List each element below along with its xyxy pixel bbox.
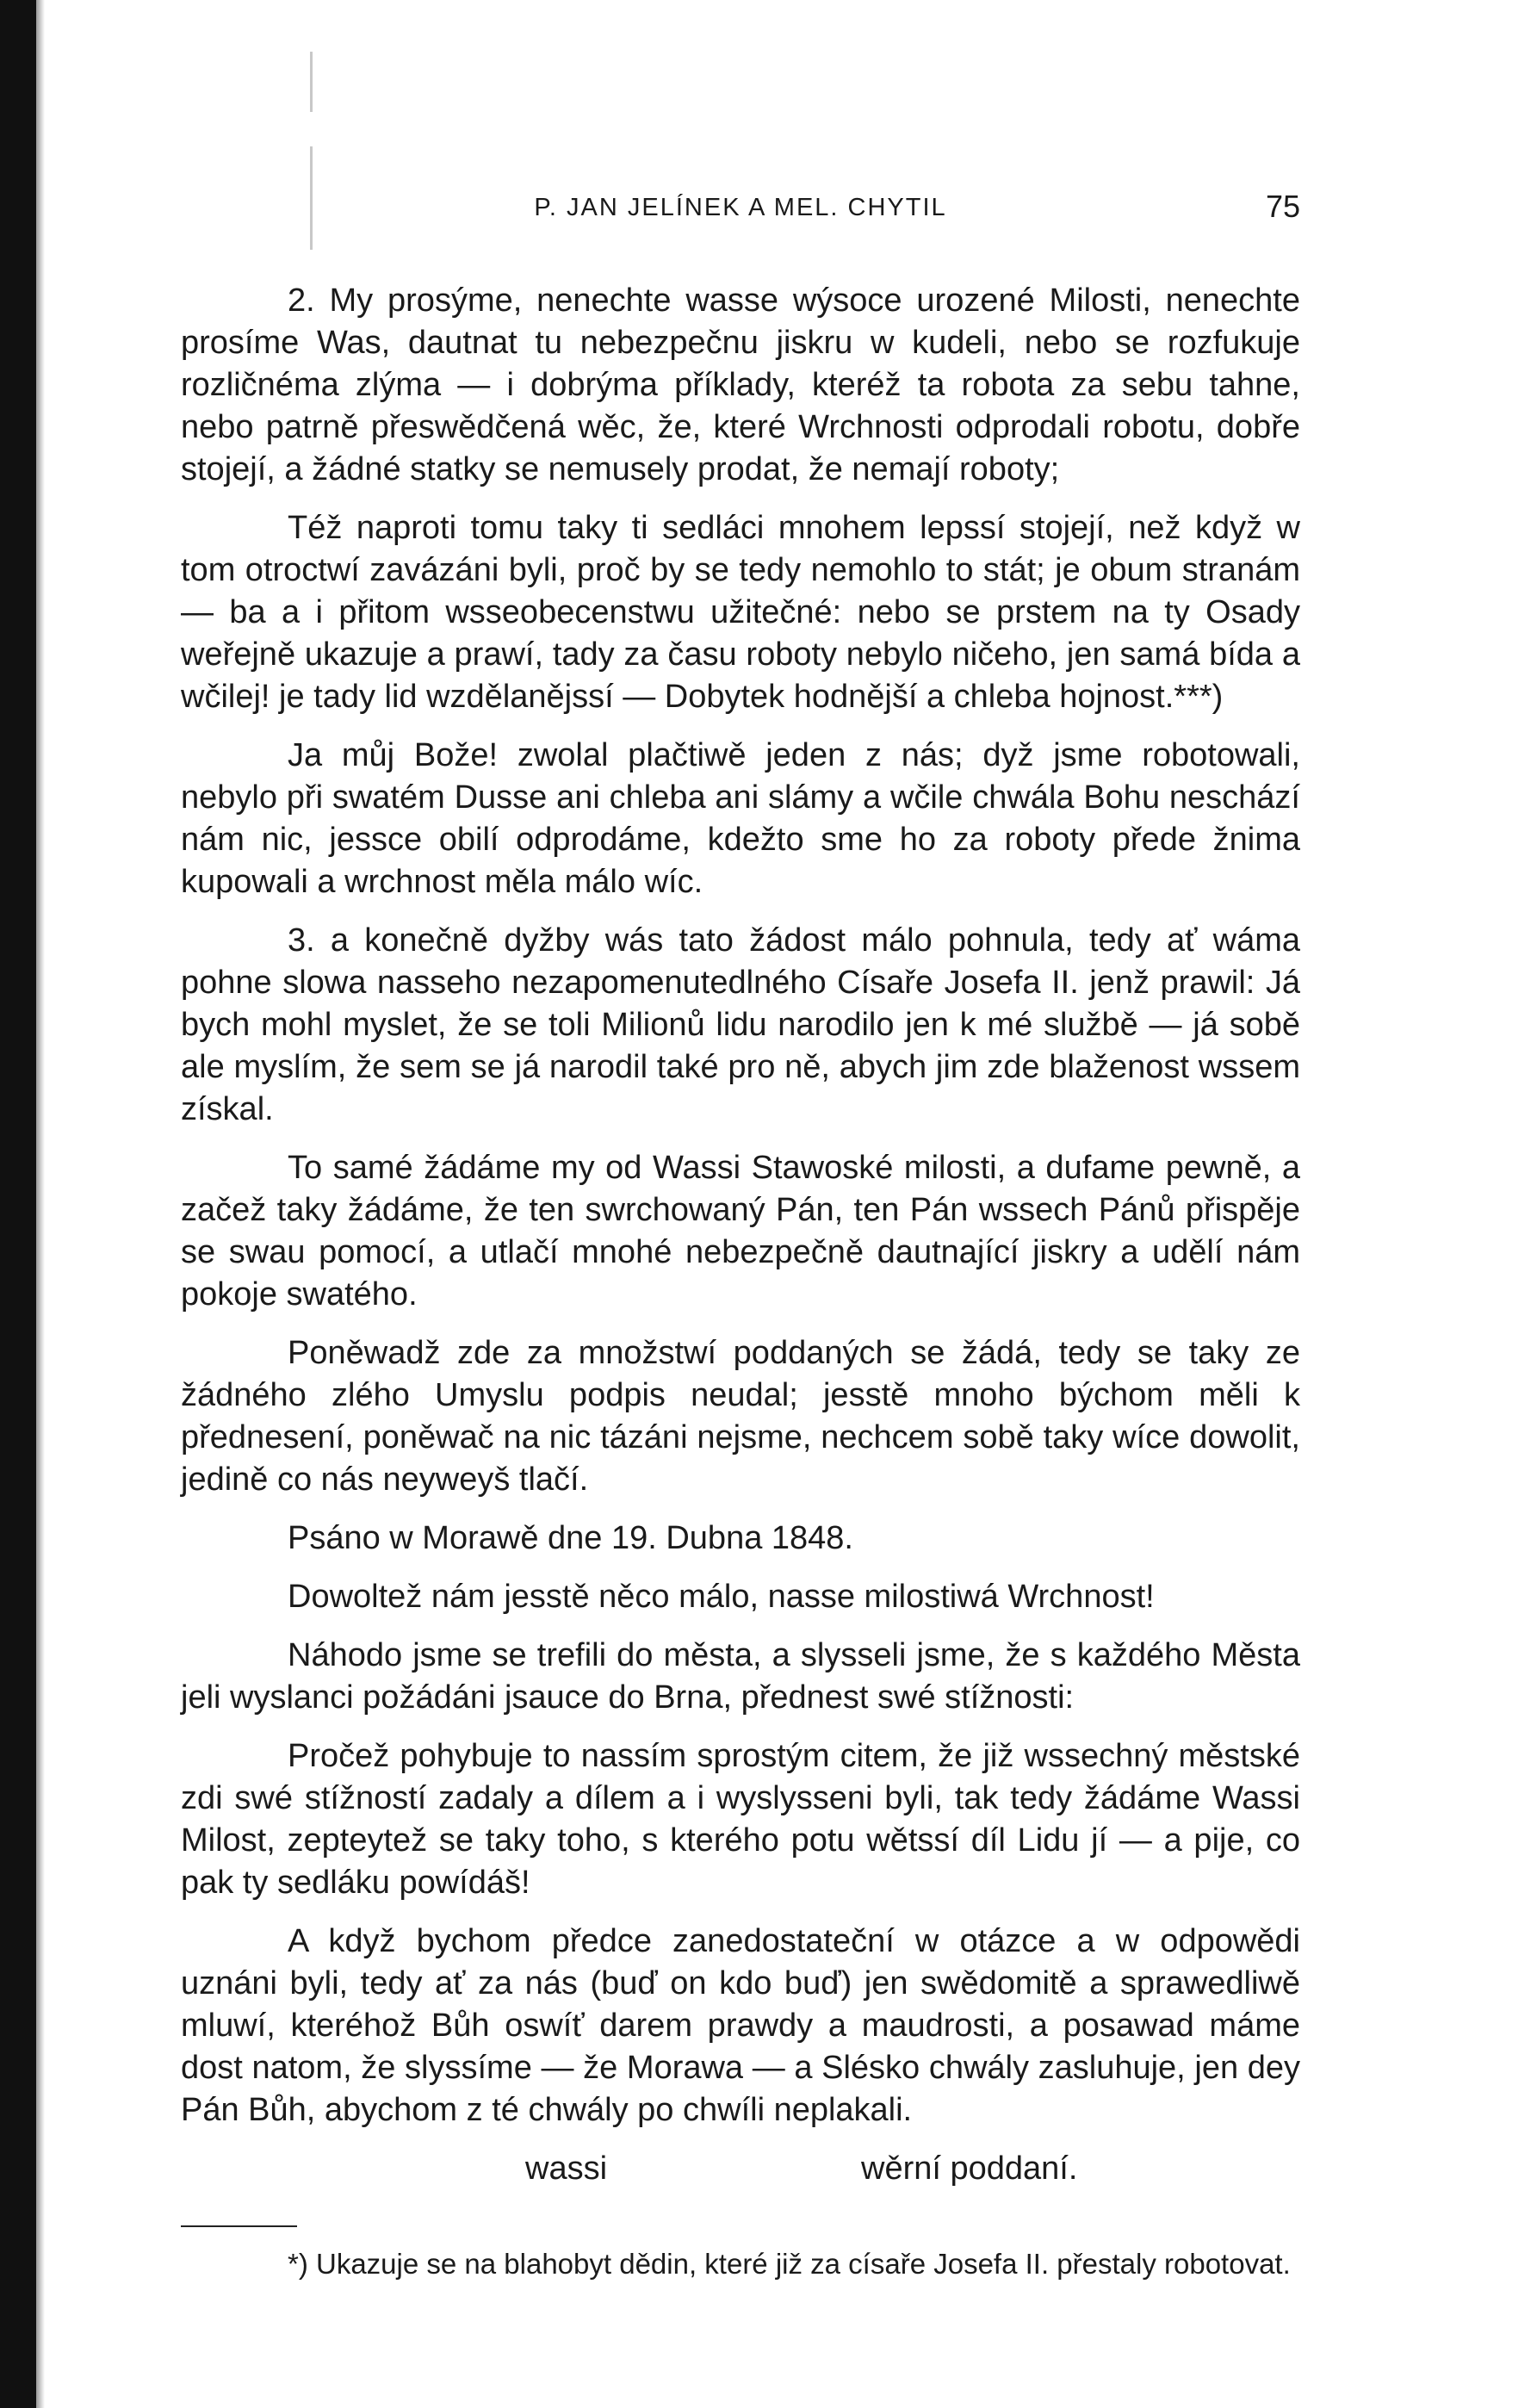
paragraph-5: To samé žádáme my od Wassi Stawoské milosti, a dufame pewně, a začež taky žádáme, že ten swrchowaný Pán, ten Pán wssech Pánů přispěje se swau pomocí, a utlačí mnohé nebezpečně dautnající jiskry a udělí nám pokoje swatého. bbox=[181, 1150, 1300, 1313]
paragraph-10: A když bychom předce zanedostateční w otázce a w odpowědi uznáni byli, tedy ať za nás (buď on kdo buď) jen swědomitě a sprawedliwě mluwí, kteréhož Bůh oswíť darem prawdy a maudrosti, a posawad máme dost natom, že slyssíme — že Morawa — a Slésko chwály zasluhuje, jen dey Pán Bůh, abychom z té chwály po chwíli neplakali. bbox=[181, 1923, 1300, 2128]
date-line: Psáno w Morawě dne 19. Dubna 1848. bbox=[288, 1520, 853, 1556]
running-head: P. JAN JELÍNEK A MEL. CHYTIL bbox=[534, 194, 947, 221]
paragraph-2: Též naproti tomu taky ti sedláci mnohem lepssí stojejí, než když w tom otroctwí zavázáni byli, proč by se tedy nemohlo to stát; je obum stranám — ba a i přitom wsseobecenstwu užitečné: nebo se prstem na ty Osady weřejně ukazuje a prawí, tady za času roboty nebylo ničeho, jen samá bída a wčilej! je tady lid wzdělanějssí — Dobytek hodnější a chleba hojnost.***) bbox=[181, 510, 1300, 715]
signature-right: wěrní poddaní. bbox=[861, 2150, 1078, 2187]
paragraph-6: Poněwadž zde za množstwí poddaných se žádá, tedy se taky ze žádného zlého Umyslu podpis neudal; jesstě mnoho býchom měli k přednesení, poněwač na nic tázáni nejsme, nechcem sobě taky wíce dowolit, jedině co nás neyweyš tlačí. bbox=[181, 1335, 1300, 1498]
signature-line bbox=[181, 2148, 1300, 2200]
footnote-rule bbox=[181, 2225, 297, 2227]
scan-mark-top bbox=[310, 52, 313, 112]
paragraph-4: 3. a konečně dyžby wás tato žádost málo pohnula, tedy ať wáma pohne slowa nasseho nezapomenutedlného Císaře Josefa II. jenž prawil: Já bych mohl myslet, že se toli Milionů lidu narodilo jen k mé službě — já sobě ale myslím, že sem se já narodil také pro ně, abych jim zde blaženost wssem získal. bbox=[181, 922, 1300, 1127]
paragraph-1: 2. My prosýme, nenechte wasse wýsoce urozené Milosti, nenechte prosíme Was, dautnat tu nebezpečnu jiskru w kudeli, nebo se rozfukuje rozličnéma zlýma — i dobrýma příklady, kteréž ta robota za sebu tahne, nebo patrně přeswědčená wěc, že, které Wrchnosti odprodali robotu, dobře stojejí, a žádné statky se nemusely prodat, že nemají roboty; bbox=[181, 282, 1300, 487]
paragraph-7: Dowoltež nám jesstě něco málo, nasse milostiwá Wrchnost! bbox=[288, 1579, 1155, 1615]
signature-left: wassi bbox=[525, 2150, 608, 2187]
page-number: 75 bbox=[1265, 189, 1300, 224]
paragraph-8: Náhodo jsme se trefili do města, a slysseli jsme, že s každého Města jeli wyslanci požádáni jsauce do Brna, přednest swé stížnosti: bbox=[181, 1637, 1300, 1716]
paragraph-9: Pročež pohybuje to nassím sprostým citem, že již wssechný městské zdi swé stížností zadaly a dílem a i wyslysseni byli, tak tedy žádáme Wassi Milost, zepteytež se taky toho, s kterého potu wětssí díl Lidu jí — a pije, co pak ty sedláku powídáš! bbox=[181, 1738, 1300, 1901]
paragraph-3: Ja můj Bože! zwolal plačtiwě jeden z nás; dyž jsme robotowali, nebylo při swatém Dusse ani chleba ani slámy a wčile chwála Bohu neschází nám nic, jessce obilí odprodáme, kdežto sme ho za roboty přede žnima kupowali a wrchnost měla málo wíc. bbox=[181, 737, 1300, 900]
scan-page-edge bbox=[0, 0, 36, 2408]
page-header bbox=[181, 185, 1300, 237]
scan-edge-shadow bbox=[36, 0, 45, 2408]
book-page bbox=[181, 185, 1300, 2282]
footnote: *) Ukazuje se na blahobyt dědin, které již za císaře Josefa II. přestaly robotovat. bbox=[288, 2248, 1291, 2280]
